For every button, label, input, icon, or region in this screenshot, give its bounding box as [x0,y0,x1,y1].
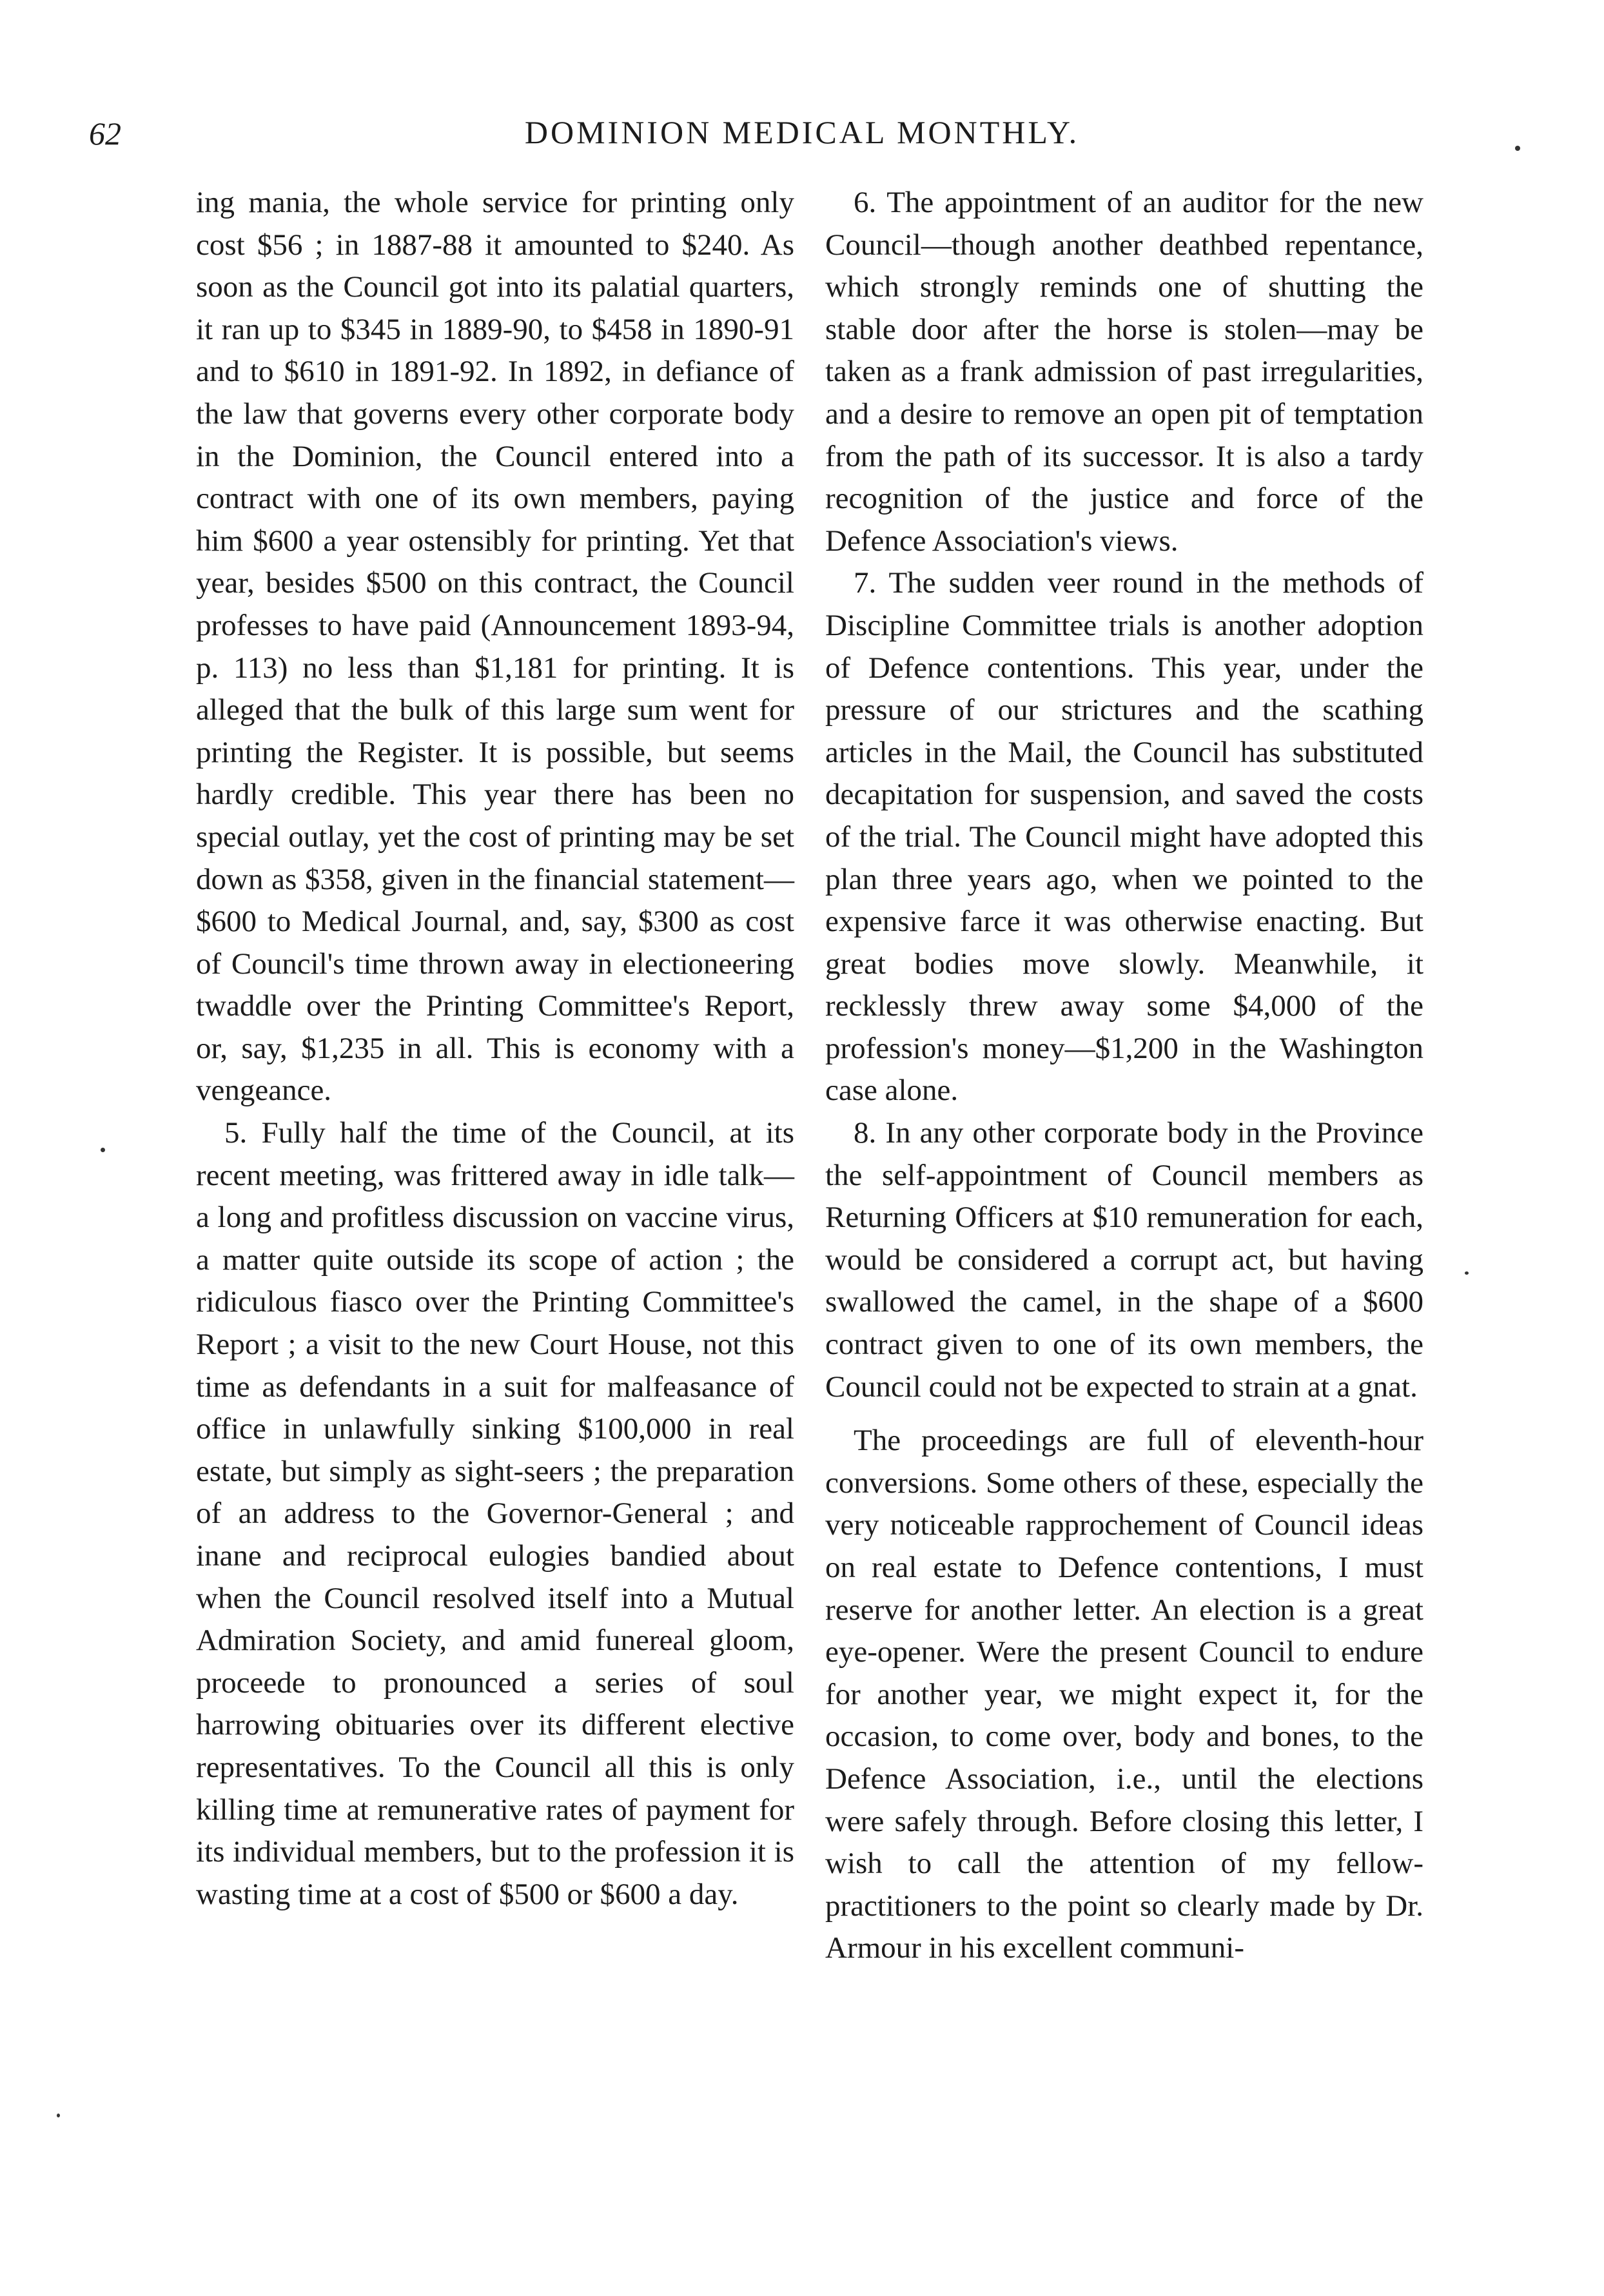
scan-speck [1465,1271,1469,1275]
paragraph-eleventh-hour: The proceedings are full of eleventh-hour conversions. Some others of these, especially the very noticeable rapprochement of Council ideas on real estate to Defence contentions, I must reserve for another letter. An election is a great eye-opener. Were the present Council to endure for another year, we might expect it, for the occasion, to come over, body and bones, to the Defence Association, i.e., until the elections were safely through. Before closing this letter, I wish to call the attention of my fellow-practitioners to the point so clearly made by Dr. Armour in his excellent communi- [825,1424,1423,1965]
paragraph-point-7: 7. The sudden veer round in the methods of Discipline Committee trials is another adoption of Defence contentions. This year, under the pressure of our strictures and the scathing articles in the Mail, the Council has substituted decapitation for suspension, and saved the costs of the trial. The Council might have adopted this plan three years ago, when we pointed to the expensive farce it was otherwise enacting. But great bodies move slowly. Meanwhile, it recklessly threw away some $4,000 of the profession's money—$1,200 in the Washington case alone. [825,566,1423,1108]
scan-speck [101,1148,105,1152]
paragraph-point-6: 6. The appointment of an auditor for the new Council—though another deathbed repentance, which strongly reminds one of shutting the stable door after the horse is stolen—may be taken as a frank admission of past irregularities, and a desire to remove an open pit of temptation from the path of its successor. It is also a tardy recognition of the justice and force of the Defence Association's views. [825,186,1423,558]
paragraph-printing-costs: ing mania, the whole service for printing only cost $56 ; in 1887-88 it amounted to $240. As soon as the Council got into its palatial quarters, it ran up to $345 in 1889-90, to $458 in 1890-91 and to $610 in 1891-92. In 1892, in defiance of the law that governs every other corporate body in the Dominion, the Council entered into a contract with one of its own members, paying him $600 a year ostensibly for printing. Yet that year, besides $500 on this contract, the Council professes to have paid (Announcement 1893-94, p. 113) no less than $1,181 for printing. It is alleged that the bulk of this large sum went for printing the Register. It is possible, but seems hardly credible. This year there has been no special outlay, yet the cost of printing may be set down as $358, given in the financial statement—$600 to Medical Journal, and, say, $300 as cost of Council's time thrown away in electioneering twaddle over the Printing Committee's Report, or, say, $1,235 in all. This is economy with a vengeance. [196,186,794,1108]
left-column [196,182,794,1916]
scan-speck [1515,146,1520,151]
running-title: DOMINION MEDICAL MONTHLY. [524,114,1080,150]
paragraph-point-5: 5. Fully half the time of the Council, at its recent meeting, was frittered away in idle talk—a long and profitless discussion on vaccine virus, a matter quite outside its scope of action ; the ridiculous fiasco over the Printing Committee's Report ; a visit to the new Court House, not this time as defendants in a suit for malfeasance of office in unlawfully sinking $100,000 in real estate, but simply as sight-seers ; the preparation of an address to the Governor-General ; and inane and reciprocal eulogies bandied about when the Council resolved itself into a Mutual Admiration Society, and amid funereal gloom, proceede to pronounced a series of soul harrowing obituaries over its different elective representatives. To the Council all this is only killing time at remunerative rates of payment for its individual members, but to the profession it is wasting time at a cost of $500 or $600 a day. [196,1116,794,1911]
right-column [825,182,1423,1970]
page-number: 62 [89,115,121,152]
paragraph-point-8: 8. In any other corporate body in the Province the self-appointment of Council members as Returning Officers at $10 remuneration for each, would be considered a corrupt act, but having swallowed the camel, in the shape of a $600 contract given to one of its own members, the Council could not be expected to strain at a gnat. [825,1116,1423,1404]
scan-speck [57,2114,60,2117]
